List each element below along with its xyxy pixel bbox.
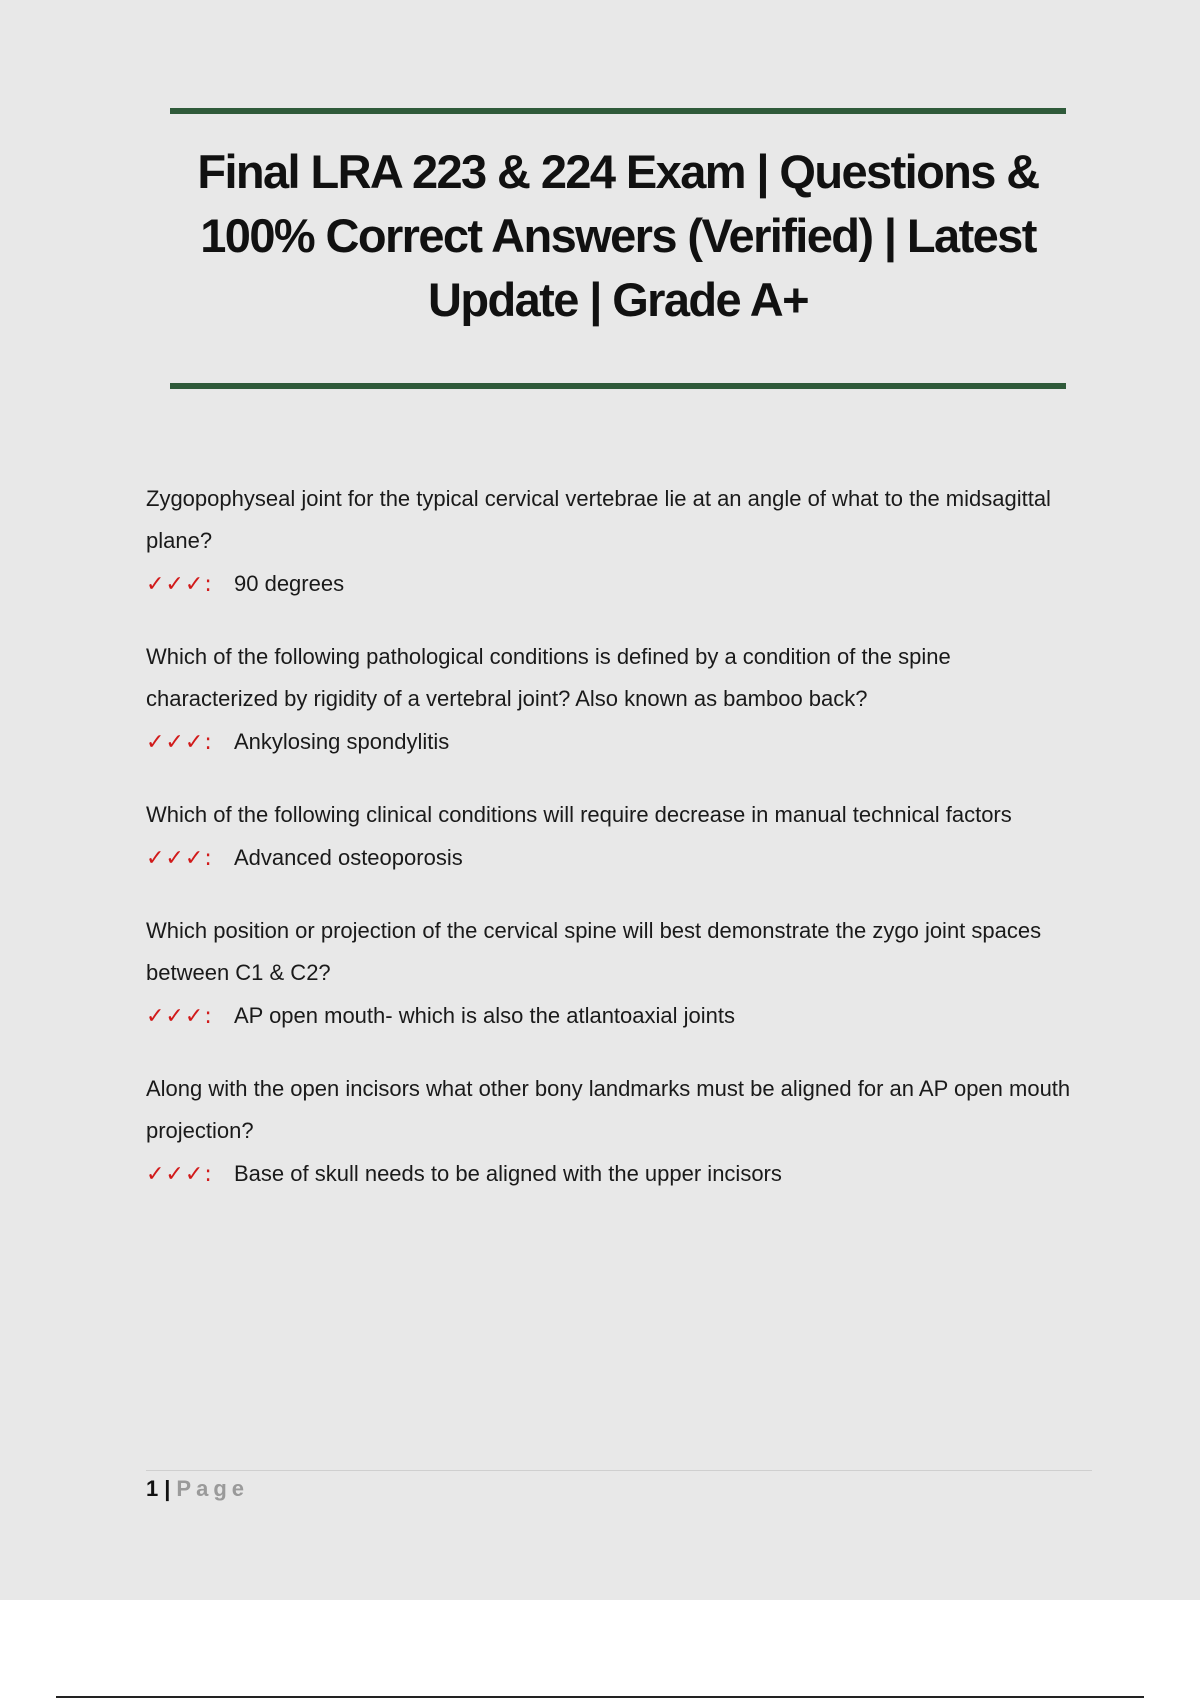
answer-text: 90 degrees (234, 571, 345, 596)
qa-item (146, 636, 1076, 763)
checkmark-icon: ✓✓✓: (146, 846, 213, 871)
answer-line (146, 722, 1076, 763)
question-text: Which of the following pathological conditions is defined by a condition of the spine characterized by rigidity of a vertebral joint? Also known as bamboo back? (146, 644, 951, 711)
page-number: 1 (146, 1476, 159, 1501)
checkmark-icon: ✓✓✓: (146, 572, 213, 597)
page-separator: | (164, 1476, 171, 1501)
answer-line (146, 996, 1076, 1037)
answer-text: Base of skull needs to be aligned with the upper incisors (234, 1161, 782, 1186)
answer-line (146, 838, 1076, 879)
next-page-top-rule (56, 1696, 1144, 1698)
page-footer (146, 1474, 249, 1504)
title-top-rule (170, 108, 1066, 114)
checkmark-icon: ✓✓✓: (146, 1162, 213, 1187)
footer-divider (146, 1470, 1092, 1471)
qa-item (146, 794, 1076, 879)
checkmark-icon: ✓✓✓: (146, 730, 213, 755)
qa-item (146, 910, 1076, 1037)
answer-text: AP open mouth- which is also the atlantoaxial joints (234, 1003, 735, 1028)
question-text: Along with the open incisors what other bony landmarks must be aligned for an AP open mouth projection? (146, 1076, 1071, 1143)
document-title: Final LRA 223 & 224 Exam | Questions & 100% Correct Answers (Verified) | Latest Update | Grade A+ (197, 145, 1039, 326)
question-text: Zygopophyseal joint for the typical cervical vertebrae lie at an angle of what to the midsagittal plane? (146, 486, 1051, 553)
answer-text: Advanced osteoporosis (234, 845, 463, 870)
answer-text: Ankylosing spondylitis (234, 729, 450, 754)
checkmark-icon: ✓✓✓: (146, 1004, 213, 1029)
question-text: Which of the following clinical conditions will require decrease in manual technical factors (146, 802, 1012, 827)
qa-item (146, 478, 1076, 605)
question-list (146, 478, 1076, 1226)
answer-line (146, 1154, 1076, 1195)
question-text: Which position or projection of the cervical spine will best demonstrate the zygo joint spaces between C1 & C2? (146, 918, 1042, 985)
answer-line (146, 564, 1076, 605)
qa-item (146, 1068, 1076, 1195)
page-label: Page (176, 1476, 249, 1501)
title-bottom-rule (170, 383, 1066, 389)
